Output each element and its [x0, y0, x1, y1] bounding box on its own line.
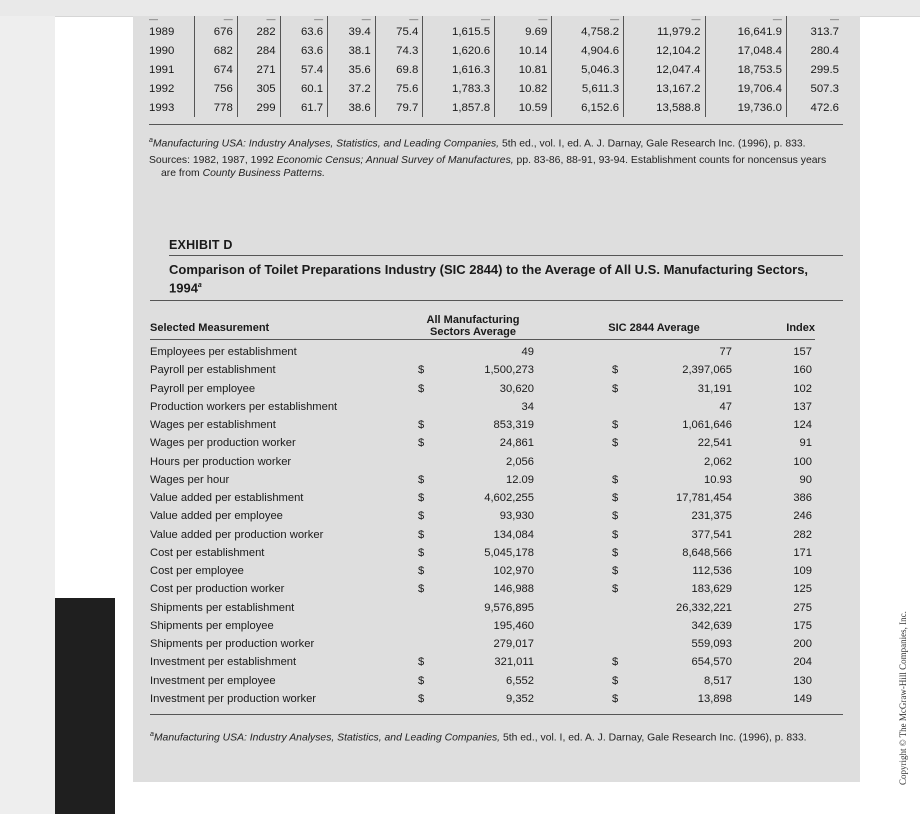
measurement-label: Investment per production worker — [150, 692, 317, 705]
table-cell: 674 — [195, 60, 238, 79]
table-cell: — — [375, 16, 423, 22]
table-cell: — — [280, 16, 328, 22]
exhibit-row — [150, 416, 815, 434]
all-average-value: 4,602,255 — [484, 492, 534, 504]
index-value: 246 — [793, 510, 812, 523]
table-cell: 1989 — [149, 25, 175, 38]
table-cell: 4,758.2 — [552, 22, 624, 41]
sic-dollar-sign: $ — [612, 692, 619, 705]
exhibit-row — [150, 489, 815, 507]
index-value: 102 — [793, 382, 812, 395]
measurement-label: Wages per hour — [150, 473, 230, 486]
exhibit-row — [150, 544, 815, 562]
table-cell: — — [624, 16, 705, 22]
table-cell: — — [149, 16, 158, 22]
index-value: 100 — [793, 455, 812, 468]
table-cell: 299 — [237, 98, 280, 117]
table-cell: 38.1 — [328, 41, 376, 60]
table-cell: 17,048.4 — [705, 41, 786, 60]
measurement-label: Value added per establishment — [150, 492, 304, 504]
table-cell: 1,783.3 — [423, 79, 495, 98]
all-average-value: 279,017 — [493, 638, 534, 650]
table-cell: 778 — [195, 98, 238, 117]
table-cell: 756 — [195, 79, 238, 98]
index-value: 160 — [793, 364, 812, 377]
sic-dollar-sign: $ — [612, 546, 619, 559]
sic-average-value: 31,191 — [697, 382, 732, 395]
header-sic-2844: SIC 2844 Average — [608, 322, 700, 334]
sic-dollar-sign: $ — [612, 583, 619, 596]
sic-average-value: 47 — [719, 400, 732, 413]
all-average-value: 146,988 — [493, 583, 534, 596]
measurement-label: Payroll per employee — [150, 382, 256, 395]
sic-average-value: 17,781,454 — [676, 492, 732, 504]
all-average-value: 853,319 — [493, 419, 534, 431]
sic-average-value: 654,570 — [691, 656, 732, 669]
sic-average-value: 1,061,646 — [682, 419, 732, 431]
exhibit-row — [150, 526, 815, 544]
index-value: 125 — [793, 583, 812, 596]
index-value: 130 — [793, 674, 812, 687]
table-cell: 19,736.0 — [705, 98, 786, 117]
sic-average-value: 10.93 — [704, 473, 732, 486]
table-cell: 5,046.3 — [552, 60, 624, 79]
table-cell: 37.2 — [328, 79, 376, 98]
left-margin-panel — [0, 16, 55, 814]
table-cell: 75.4 — [375, 22, 423, 41]
sic-average-value: 8,517 — [704, 674, 732, 687]
table-cell: — — [195, 16, 238, 22]
measurement-label: Shipments per employee — [150, 619, 274, 632]
index-value: 91 — [799, 437, 812, 450]
all-dollar-sign: $ — [418, 364, 425, 377]
table-cell: 11,979.2 — [624, 22, 705, 41]
all-average-value: 1,500,273 — [484, 364, 534, 377]
exhibit-title: Comparison of Toilet Preparations Industry (SIC 2844) to the Average of All U.S. Manufacturing Sectors, 1994$^a$ — [169, 262, 809, 296]
sic-dollar-sign: $ — [612, 510, 619, 523]
measurement-label: Production workers per establishment — [150, 400, 338, 413]
measurement-label: Investment per employee — [150, 674, 276, 687]
table-cell: 1993 — [149, 101, 175, 114]
table-cell: 63.6 — [280, 22, 328, 41]
all-average-value: 49 — [521, 346, 534, 358]
table-footnote: $^a$Manufacturing USA: Industry Analyses, Statistics, and Leading Companies, 5th ed., vol. I, ed. A. J. Darnay, Gale Research Inc. (1996), p. 833. Sources: 1982, 1987, 1992 Economic Census; Annual Survey of Manufactures, pp. 83-86, 88-91, 93-94. Establishment counts for noncensus years are from County Business Patterns. — [149, 137, 827, 180]
table-cell: 13,588.8 — [624, 98, 705, 117]
exhibit-row — [150, 690, 815, 708]
measurement-label: Employees per establishment — [150, 346, 297, 358]
table-cell: 16,641.9 — [705, 22, 786, 41]
table-cell: 472.6 — [786, 98, 843, 117]
exhibit-row — [150, 434, 815, 452]
table-cell: 682 — [195, 41, 238, 60]
sic-average-value: 183,629 — [691, 583, 732, 596]
measurement-label: Shipments per establishment — [150, 601, 295, 614]
exhibit-label: EXHIBIT D — [169, 238, 233, 252]
table-cell: 79.7 — [375, 98, 423, 117]
exhibit-row — [150, 599, 815, 617]
table-cell: 69.8 — [375, 60, 423, 79]
exhibit-row — [150, 343, 815, 361]
table-cell: 280.4 — [786, 41, 843, 60]
exhibit-row — [150, 361, 815, 379]
header-selected-measurement: Selected Measurement — [150, 322, 270, 334]
sic-average-value: 13,898 — [697, 692, 732, 705]
exhibit-row — [150, 507, 815, 525]
table-row — [149, 60, 843, 79]
measurement-label: Shipments per production worker — [150, 638, 315, 650]
exhibit-label-rule — [169, 255, 843, 256]
table-cell: 507.3 — [786, 79, 843, 98]
sic-average-value: 377,541 — [691, 528, 732, 541]
sic-dollar-sign: $ — [612, 364, 619, 377]
measurement-label: Wages per establishment — [150, 419, 276, 431]
table-cell: 282 — [237, 22, 280, 41]
all-dollar-sign: $ — [418, 656, 425, 669]
index-value: 90 — [799, 473, 812, 486]
table-cell: — — [495, 16, 552, 22]
measurement-label: Cost per employee — [150, 565, 244, 577]
all-dollar-sign: $ — [418, 382, 425, 395]
all-average-value: 34 — [521, 400, 534, 413]
index-value: 275 — [793, 601, 812, 614]
table-cell: 6,152.6 — [552, 98, 624, 117]
table-cell: 19,706.4 — [705, 79, 786, 98]
table-cell: 38.6 — [328, 98, 376, 117]
table-cell: 271 — [237, 60, 280, 79]
table-cell: 10.14 — [495, 41, 552, 60]
all-dollar-sign: $ — [418, 565, 425, 577]
all-average-value: 321,011 — [494, 656, 534, 669]
measurement-label: Value added per employee — [150, 510, 283, 523]
table-cell: — — [552, 16, 624, 22]
all-average-value: 12.09 — [506, 473, 534, 486]
table-cell: 63.6 — [280, 41, 328, 60]
exhibit-row — [150, 471, 815, 489]
exhibit-row — [150, 453, 815, 471]
sic-dollar-sign: $ — [612, 656, 619, 669]
table-cell: 9.69 — [495, 22, 552, 41]
document-page — [133, 16, 860, 782]
sic-average-value: 231,375 — [691, 510, 732, 523]
all-dollar-sign: $ — [418, 419, 425, 431]
table-cell: 18,753.5 — [705, 60, 786, 79]
table-cell: 10.81 — [495, 60, 552, 79]
table-cell: 1,620.6 — [423, 41, 495, 60]
table-cell: 284 — [237, 41, 280, 60]
index-value: 282 — [793, 528, 812, 541]
table-cell: — — [237, 16, 280, 22]
table-cell: — — [786, 16, 843, 22]
header-index: Index — [786, 322, 815, 334]
top-data-table — [149, 16, 843, 117]
table-cell: 1,857.8 — [423, 98, 495, 117]
exhibit-row — [150, 672, 815, 690]
all-dollar-sign: $ — [418, 692, 425, 705]
table-bottom-rule — [149, 124, 843, 125]
index-value: 204 — [793, 656, 812, 669]
all-average-value: 5,045,178 — [484, 546, 534, 559]
exhibit-row — [150, 380, 815, 398]
header-rule — [150, 339, 815, 340]
index-value: 171 — [793, 546, 812, 559]
all-dollar-sign: $ — [418, 583, 425, 596]
sic-dollar-sign: $ — [612, 382, 619, 395]
index-value: 200 — [793, 638, 812, 650]
table-cell: 12,104.2 — [624, 41, 705, 60]
table-row — [149, 41, 843, 60]
index-value: 149 — [793, 692, 812, 705]
table-cell: 35.6 — [328, 60, 376, 79]
sic-average-value: 77 — [719, 346, 732, 358]
table-cell: 4,904.6 — [552, 41, 624, 60]
table-cell: 305 — [237, 79, 280, 98]
top-bar — [0, 0, 920, 17]
all-average-value: 93,930 — [499, 510, 534, 523]
table-cell: — — [328, 16, 376, 22]
measurement-label: Cost per production worker — [150, 583, 285, 596]
table-cell: 74.3 — [375, 41, 423, 60]
index-value: 109 — [793, 565, 812, 577]
index-value: 157 — [793, 346, 812, 358]
sic-dollar-sign: $ — [612, 492, 619, 504]
all-dollar-sign: $ — [418, 546, 425, 559]
all-dollar-sign: $ — [418, 437, 425, 450]
table-cell: 299.5 — [786, 60, 843, 79]
table-cell: 13,167.2 — [624, 79, 705, 98]
table-cell: 57.4 — [280, 60, 328, 79]
measurement-label: Cost per establishment — [150, 546, 265, 559]
header-all-manufacturing: All Manufacturing Sectors Average — [426, 314, 520, 338]
index-value: 124 — [793, 419, 812, 431]
exhibit-row — [150, 617, 815, 635]
table-row — [149, 98, 843, 117]
table-cell: 313.7 — [786, 22, 843, 41]
all-dollar-sign: $ — [418, 492, 425, 504]
exhibit-rows — [150, 343, 815, 708]
sic-average-value: 112,536 — [692, 565, 732, 577]
table-cell: 1990 — [149, 44, 175, 57]
table-cell: 60.1 — [280, 79, 328, 98]
all-average-value: 9,352 — [506, 692, 534, 705]
all-average-value: 9,576,895 — [484, 601, 534, 614]
sic-dollar-sign: $ — [612, 674, 619, 687]
index-value: 386 — [793, 492, 812, 504]
exhibit-row — [150, 398, 815, 416]
sic-average-value: 26,332,221 — [676, 601, 732, 614]
index-value: 137 — [793, 400, 812, 413]
table-cell: 676 — [195, 22, 238, 41]
measurement-label: Value added per production worker — [150, 528, 324, 541]
table-cell: 1992 — [149, 82, 175, 95]
exhibit-footnote: $^a$Manufacturing USA: Industry Analyses, Statistics, and Leading Companies, 5th ed., vol. I, ed. A. J. Darnay, Gale Research Inc. (1996), p. 833. — [150, 731, 807, 744]
exhibit-bottom-rule — [150, 714, 843, 715]
table-cell: — — [423, 16, 495, 22]
sic-dollar-sign: $ — [612, 473, 619, 486]
table-row — [149, 79, 843, 98]
all-dollar-sign: $ — [418, 473, 425, 486]
table-cell: 5,611.3 — [552, 79, 624, 98]
measurement-label: Hours per production worker — [150, 455, 292, 468]
all-average-value: 2,056 — [506, 455, 534, 468]
measurement-label: Payroll per establishment — [150, 364, 276, 377]
all-dollar-sign: $ — [418, 510, 425, 523]
table-cell: 39.4 — [328, 22, 376, 41]
sic-dollar-sign: $ — [612, 437, 619, 450]
sic-average-value: 342,639 — [691, 619, 732, 632]
sic-dollar-sign: $ — [612, 565, 619, 577]
dark-side-bar — [55, 598, 115, 814]
table-cell: 61.7 — [280, 98, 328, 117]
measurement-label: Investment per establishment — [150, 656, 297, 669]
index-value: 175 — [793, 619, 812, 632]
all-dollar-sign: $ — [418, 528, 425, 541]
all-average-value: 24,861 — [499, 437, 534, 450]
table-cell: 1,616.3 — [423, 60, 495, 79]
table-cell: 10.59 — [495, 98, 552, 117]
all-average-value: 30,620 — [499, 382, 534, 395]
exhibit-row — [150, 635, 815, 653]
all-average-value: 102,970 — [493, 565, 534, 577]
sic-average-value: 22,541 — [697, 437, 732, 450]
table-cell: 1,615.5 — [423, 22, 495, 41]
exhibit-row — [150, 653, 815, 671]
copyright-notice: Copyright © The McGraw-Hill Companies, Inc. — [898, 611, 908, 785]
table-cell: 75.6 — [375, 79, 423, 98]
sic-average-value: 2,397,065 — [682, 364, 732, 377]
exhibit-row — [150, 580, 815, 598]
measurement-label: Wages per production worker — [150, 437, 296, 450]
all-average-value: 195,460 — [493, 619, 534, 632]
sic-dollar-sign: $ — [612, 419, 619, 431]
sic-average-value: 8,648,566 — [682, 546, 732, 559]
table-row — [149, 22, 843, 41]
all-average-value: 6,552 — [506, 674, 534, 687]
table-cell: 1991 — [149, 63, 175, 76]
all-average-value: 134,084 — [493, 528, 534, 541]
all-dollar-sign: $ — [418, 674, 425, 687]
table-cell: 12,047.4 — [624, 60, 705, 79]
exhibit-title-rule — [150, 300, 843, 301]
table-cell: 10.82 — [495, 79, 552, 98]
table-cell: — — [705, 16, 786, 22]
exhibit-row — [150, 562, 815, 580]
sic-dollar-sign: $ — [612, 528, 619, 541]
sic-average-value: 559,093 — [691, 638, 732, 650]
sic-average-value: 2,062 — [704, 455, 732, 468]
